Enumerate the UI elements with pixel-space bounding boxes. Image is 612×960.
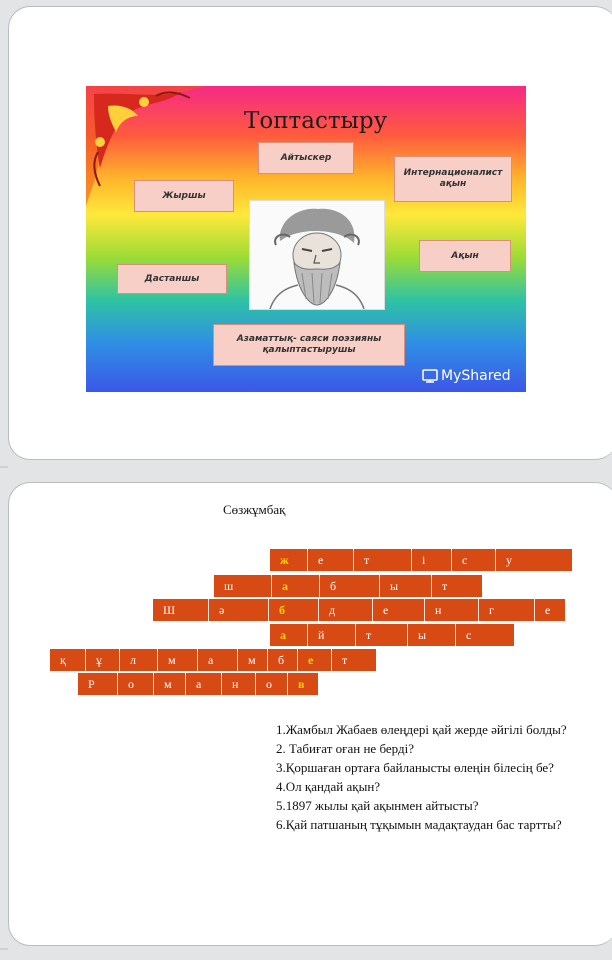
crossword-row-5 (50, 649, 376, 671)
crossword-cell-divider (534, 599, 535, 621)
crossword-key-letter: б (279, 603, 285, 617)
myshared-watermark (422, 368, 511, 384)
crossword-cell-divider (157, 649, 158, 671)
crossword-cell-divider (451, 549, 452, 571)
crossword-cell-divider (85, 649, 86, 671)
question-item: 3.Қоршаған ортаға байланысты өлеңін білесің бе? (276, 760, 554, 775)
crossword-letter: ы (390, 579, 399, 593)
crossword-cell-divider (153, 673, 154, 695)
crossword-letter: е (318, 553, 324, 567)
crossword-cell-divider (208, 599, 209, 621)
crossword-letter: е (545, 603, 551, 617)
crossword-cell-divider (318, 599, 319, 621)
crossword-cell-divider (355, 624, 356, 646)
question-item: 5.1897 жылы қай ақынмен айтысты? (276, 798, 479, 813)
crossword-cell-divider (331, 649, 332, 671)
crossword-letter: т (342, 653, 348, 667)
crossword-row-1 (270, 549, 572, 571)
crossword-cell-divider (119, 649, 120, 671)
crossword-cell-divider (267, 649, 268, 671)
crossword-letter: л (130, 653, 136, 667)
crossword-letter: а (196, 677, 202, 691)
crossword-letter: і (422, 553, 426, 567)
crossword-cell-divider (411, 549, 412, 571)
crossword-cell-divider (455, 624, 456, 646)
crossword-letter: д (329, 603, 336, 617)
crossword-letter: н (435, 603, 442, 617)
crossword-title: Сөзжұмбақ (223, 502, 286, 517)
crossword-letter: с (462, 553, 468, 567)
crossword-cell-divider (307, 549, 308, 571)
crossword-letter: й (318, 628, 325, 642)
crossword-letter: т (442, 579, 448, 593)
label-zhyrshy: Жыршы (134, 180, 234, 212)
crossword-letter: т (364, 553, 370, 567)
crossword-key-letter: а (282, 579, 288, 593)
crossword-cell-divider (268, 599, 269, 621)
slide-image (86, 86, 526, 392)
question-item: 4.Ол қандай ақын? (276, 779, 381, 794)
crossword-row-4 (270, 624, 514, 646)
crossword-cell-divider (287, 673, 288, 695)
crossword-cell-divider (197, 649, 198, 671)
crossword-letter: Р (88, 677, 95, 691)
crossword-cell-divider (221, 673, 222, 695)
crossword-cell-divider (307, 624, 308, 646)
crossword-cell-divider (495, 549, 496, 571)
label-internationalist: Интернационалист ақын (394, 156, 512, 202)
crossword-letter: с (466, 628, 472, 642)
crossword-letter: қ (60, 653, 66, 667)
label-aitysker: Айтыскер (258, 142, 354, 174)
crossword-letter: г (489, 603, 494, 617)
crossword-letter: у (506, 553, 512, 567)
page-separator (0, 466, 8, 468)
crossword-letter: а (208, 653, 214, 667)
crossword-cell-divider (372, 599, 373, 621)
question-item: 1.Жамбыл Жабаев өлеңдері қай жерде әйгілі болды? (276, 722, 567, 737)
crossword-key-letter: е (308, 653, 314, 667)
crossword-letter: Ш (163, 603, 176, 617)
questions-list (276, 720, 576, 834)
crossword-letter: б (330, 579, 337, 593)
crossword-letter: т (366, 628, 372, 642)
crossword-cell-divider (424, 599, 425, 621)
crossword-letter: ш (224, 579, 234, 593)
crossword-letter: е (383, 603, 389, 617)
portrait-image (249, 200, 385, 310)
crossword-letter: м (248, 653, 256, 667)
crossword-letter: ұ (96, 653, 102, 667)
crossword-letter: б (278, 653, 285, 667)
crossword-row-6 (78, 673, 318, 695)
crossword-letter: м (168, 653, 176, 667)
crossword-cell-divider (319, 575, 320, 597)
crossword-key-letter: в (298, 677, 305, 691)
question-item: 2. Табиғат оған не берді? (276, 741, 414, 756)
crossword-cell-divider (353, 549, 354, 571)
crossword-letter: н (232, 677, 239, 691)
crossword-cell-divider (237, 649, 238, 671)
crossword-cell-divider (255, 673, 256, 695)
crossword-cell-divider (407, 624, 408, 646)
crossword-cell-divider (431, 575, 432, 597)
myshared-text: MyShared (441, 368, 511, 384)
crossword-cell-divider (271, 575, 272, 597)
crossword-letter: о (266, 677, 272, 691)
crossword-cell-divider (379, 575, 380, 597)
question-item: 6.Қай патшаның тұқымын мадақтаудан бас тартты? (276, 817, 562, 832)
page-separator (0, 948, 8, 950)
crossword-cell-divider (117, 673, 118, 695)
crossword-row-3 (153, 599, 565, 621)
crossword-letter: о (128, 677, 134, 691)
myshared-logo-icon (422, 369, 438, 383)
label-dastanshy: Дастаншы (117, 264, 227, 294)
label-azamattyk: Азаматтық- саяси поэзияны қалыптастырушы (213, 324, 405, 366)
crossword-letter: ә (219, 603, 225, 617)
crossword-letter: м (164, 677, 172, 691)
crossword-key-letter: ж (280, 553, 289, 567)
crossword-cell-divider (297, 649, 298, 671)
crossword-letter: ы (418, 628, 427, 642)
slide-title: Топтастыру (244, 108, 388, 134)
crossword-row-2 (214, 575, 482, 597)
crossword-key-letter: а (280, 628, 286, 642)
crossword-cell-divider (478, 599, 479, 621)
crossword-cell-divider (185, 673, 186, 695)
label-akyn: Ақын (419, 240, 511, 272)
